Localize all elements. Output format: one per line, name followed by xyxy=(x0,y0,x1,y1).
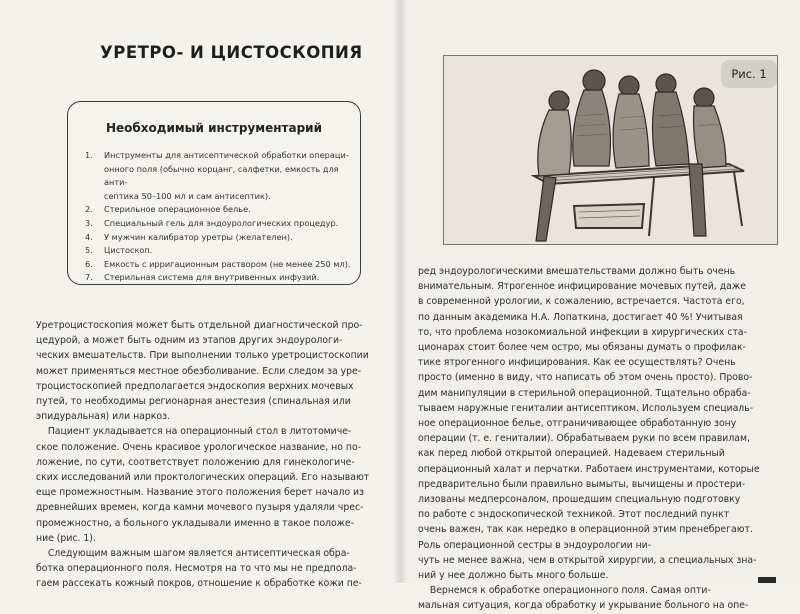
text-line: ред эндоурологическими вмешательствами должно быть очень xyxy=(418,266,736,277)
figure-label: Рис. 1 xyxy=(721,60,777,88)
text-line: Следующим важным шагом является антисептическая обра- xyxy=(36,548,350,560)
instrument-item-line: Специальный гель для эндоурологических процедур. xyxy=(104,217,339,228)
text-line: может применяться местное обезболивание. Если следом за уре- xyxy=(36,365,362,377)
instrument-item-line: септика 50–100 мл и сам антисептик). xyxy=(104,190,271,201)
text-line: Уретроцистоскопия может быть отдельной диагностической про- xyxy=(36,320,363,331)
instrument-item-number: 6. xyxy=(85,258,93,269)
instrument-item-number: 7. xyxy=(85,272,93,283)
text-line: мальная ситуация, когда обработку и укрывание больного на опе- xyxy=(418,600,749,612)
left-column-text xyxy=(36,318,378,592)
instrument-item-line: онного поля (обычно корцанг, салфетки, емкость для анти- xyxy=(104,163,339,188)
text-line: ческих вмешательств. При выполнении только уретроцистоскопии xyxy=(36,350,369,362)
instrument-item-line: Емкость с ирригационным раствором (не менее 250 мл). xyxy=(104,258,351,269)
text-line: ционарах стоит более чем остро, мы обязаны думать о профилак- xyxy=(418,342,746,354)
instrument-item xyxy=(85,244,355,258)
right-column-text xyxy=(418,264,762,614)
text-line: ских исследований или проктологических операций. Его называют xyxy=(36,472,370,484)
text-line: предварительно были правильно вымыты, вычищены и простери- xyxy=(418,478,746,490)
text-line: ние (рис. 1). xyxy=(36,532,96,544)
text-line: Пациент укладывается на операционный стол в литотомиче- xyxy=(36,426,352,438)
text-line: ботка операционного поля. Несмотря на то что мы не предпола- xyxy=(36,563,357,575)
instrument-item-number: 3. xyxy=(85,217,93,228)
text-line: тываем наружные гениталии антисептиком. Используем специаль- xyxy=(418,402,754,414)
text-line: ное операционное белье, отграничивающее обработанную зону xyxy=(418,418,737,430)
instrument-item xyxy=(85,203,355,217)
text-line: троцистоскопией предполагается эндоскопия верхних мочевых xyxy=(36,380,354,392)
instrument-item-number: 4. xyxy=(85,231,93,242)
text-line: лизованы медперсоналом, прошедшим специальную подготовку xyxy=(418,494,741,506)
instrument-item-line: Стерильная система для внутривенных инфузий. xyxy=(104,272,320,283)
text-line: путей, то необходимы регионарная анестезия (спинальная или xyxy=(36,396,351,408)
text-line: операции (т. е. гениталии). Обрабатываем руки по всем правилам, xyxy=(418,433,750,445)
instrument-item xyxy=(85,258,355,272)
text-line: операционный халат и перчатки. Работаем инструментами, которые xyxy=(418,463,760,475)
text-line: очень важен, так как нередко в операционной этим пренебрегают. xyxy=(418,524,753,536)
instrument-item-line: У мужчин калибратор уретры (желателен). xyxy=(104,231,293,242)
instruments-list xyxy=(85,149,355,285)
text-line: цедурой, а может быть одним из этапов других эндоурологи- xyxy=(36,335,343,347)
text-line: по работе с эндоскопической техникой. Этот последний пункт xyxy=(418,509,730,521)
instrument-item-line: Цистоскоп. xyxy=(104,245,153,256)
text-line: как перед любой открытой операцией. Надеваем стерильный xyxy=(418,448,725,460)
text-line: еще промежностным. Название этого положения берет начало из xyxy=(36,487,365,499)
text-line: Вернемся к обработке операционного поля. Самая опти- xyxy=(418,585,711,597)
instrument-item xyxy=(85,231,355,245)
instrument-item-line: Стерильное операционное белье. xyxy=(104,204,251,215)
text-line: внимательным. Ятрогенное инфицирование мочевых путей, даже xyxy=(418,281,746,293)
instrument-item xyxy=(85,217,355,231)
page-corner-mark xyxy=(758,577,776,583)
chapter-title: УРЕТРО- И ЦИСТОСКОПИЯ xyxy=(100,43,363,62)
instrument-item-number: 2. xyxy=(85,204,93,215)
instrument-item xyxy=(85,149,355,203)
text-line: тике ятрогенного инфицирования. Как ее осуществлять? Очень xyxy=(418,357,736,369)
text-line: эпидуральная) или наркоз. xyxy=(36,411,170,423)
instrument-item-number: 1. xyxy=(85,150,93,160)
text-line: древнейших времен, когда камни мочевого пузыря удаляли чрес- xyxy=(36,502,364,514)
text-line: просто (именно в виду, что написать об этом очень просто). Прово- xyxy=(418,372,753,384)
book-gutter xyxy=(392,0,408,583)
text-line: чуть не менее важна, чем в открытой хирургии, а специальных зна- xyxy=(418,554,757,566)
instrument-item-number: 5. xyxy=(85,245,93,256)
text-line: гаем рассекать кожный покров, отношение к обработке кожи пе- xyxy=(36,578,362,590)
text-line: в современной урологии, к сожалению, встречается. Частота его, xyxy=(418,296,745,308)
instrument-item xyxy=(85,271,355,285)
instrument-item-line: Инструменты для антисептической обработки операци- xyxy=(104,150,349,160)
text-line: ское положение. Очень красивое урологическое название, но по- xyxy=(36,441,362,453)
instruments-sidebar xyxy=(67,101,361,285)
sidebar-heading: Необходимый инструментарий xyxy=(105,121,322,135)
text-line: дим манипуляции в стерильной операционной. Тщательно обраба- xyxy=(418,387,751,399)
text-line: Роль операционной сестры в эндоурологии ни- xyxy=(418,539,652,551)
text-line: ложение, по сути, соответствует положению для гинекологиче- xyxy=(36,456,355,468)
text-line: то, что проблема нозокомиальной инфекции в хирургических ста- xyxy=(418,326,747,338)
text-line: промежностно, а больного укладывали именно в такое положе- xyxy=(36,517,355,529)
text-line: ний у нее должно быть много больше. xyxy=(418,570,609,582)
text-line: по данным академика Н.А. Лопаткина, достигает 40 %! Учитывая xyxy=(418,311,743,323)
